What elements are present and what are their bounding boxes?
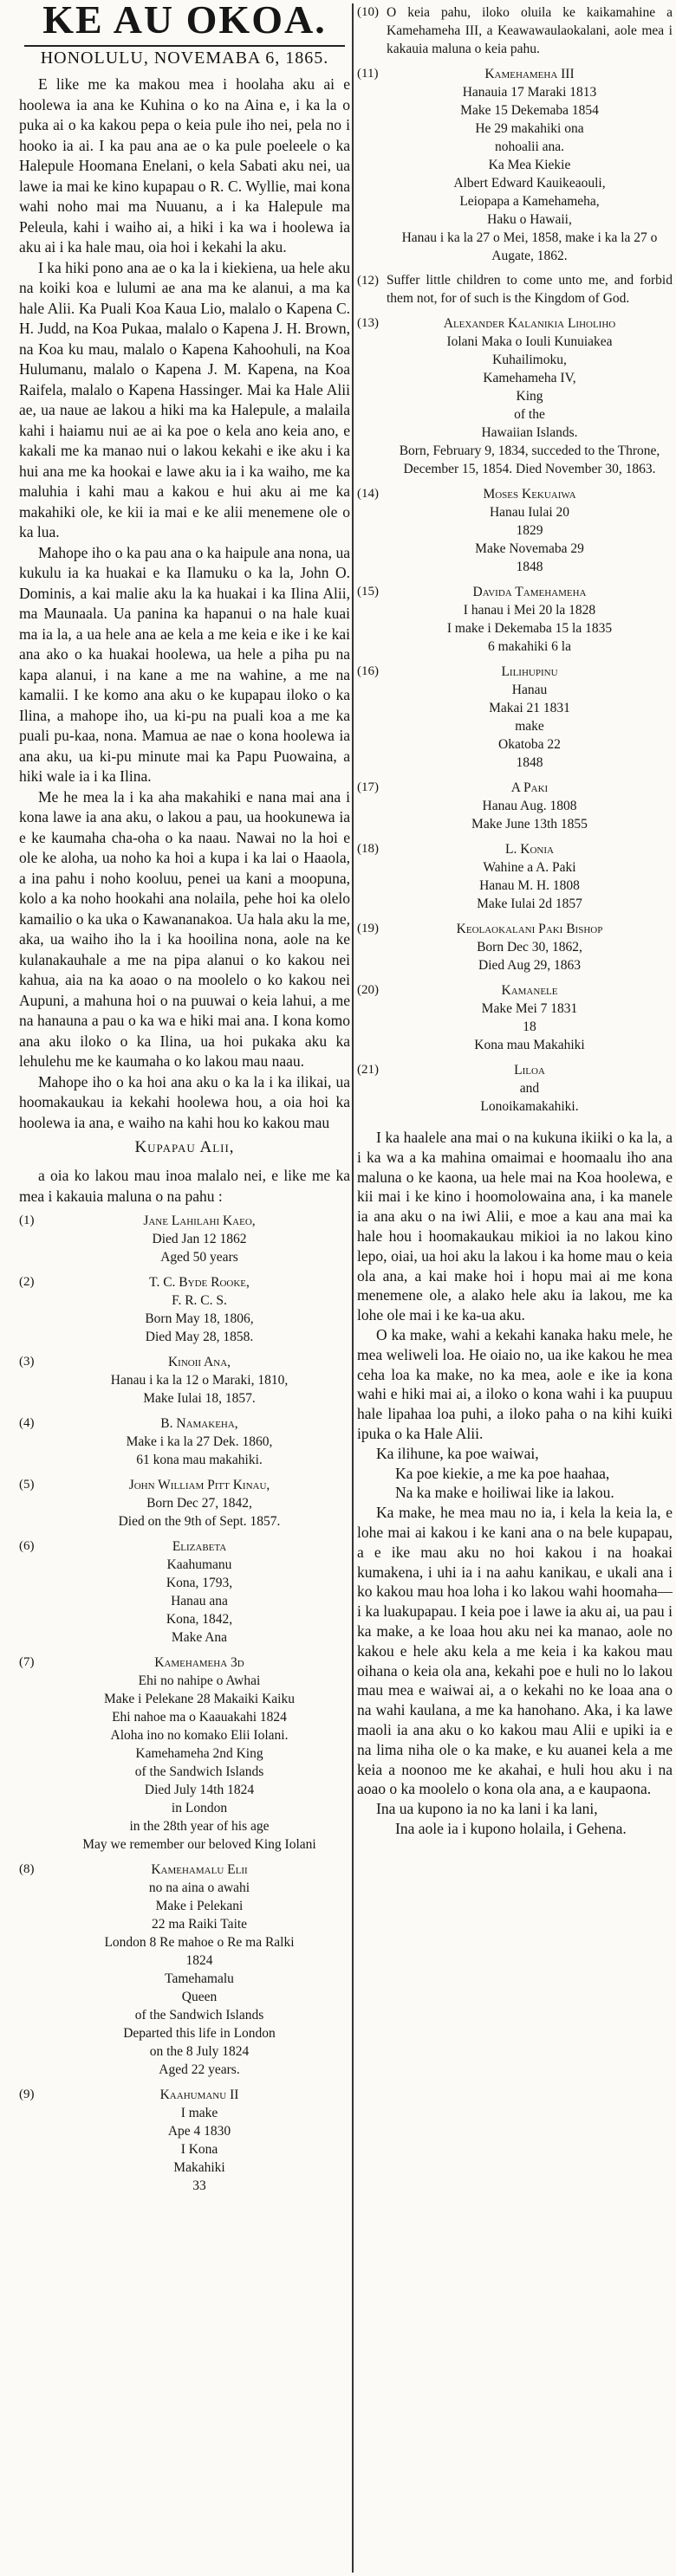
inscription-line: Tamehamalu xyxy=(165,1971,234,1986)
inscription-line: Makahiki xyxy=(173,2160,225,2175)
scripture-quote: Suffer little children to come unto me, and forbid them not, for of such is the Kingdom of God. xyxy=(387,273,673,306)
inscription-entry xyxy=(19,1861,350,2079)
closing-quote-line: Ina ua kupono ia no ka lani i ka lani, xyxy=(376,1800,598,1818)
inscription-line: Make Mei 7 1831 xyxy=(481,1001,578,1016)
entry-number: (3) xyxy=(19,1355,35,1369)
inscription-line: 6 makahiki 6 la xyxy=(488,639,571,654)
inscription-line: Kamehameha 3d xyxy=(154,1655,244,1670)
article-paragraph: Ka make, he mea mau no ia, i kela la keia la, e lohe mai ai kakou i ke kani ana o na bele kupapau, a e ike mau aku no hoi kakou i na hoakai kumakena, i uhi ia i na aahu kanikau, e ukali ana i ko kakou mau hoa loha i ko lakou wahi hoomaha—i ka luakupapau. I keia poe i lawe ia aku ai, ua pau i ka make, a ke loaa hou aku nei ka manao, aole no kakou e hele aku kela a me keia i ka kakou mau oihana o keia ola ana, kekahi poe e huli no lo lakou mau mea e waiwai ai, a o kekahi no ke loaa ana o na wahi kaulana, a me ka hanohano. Aka, i ka lawe maoli ia ana aku o ko kakou mau Alii e upiki ia e na lima niha ole o ka make, e ku auanei kela a me keia a noonoo me ke akahai, e huli hou aku i na aoao o ka moolelo o kona ola ana, a e kaupaona. xyxy=(357,1504,673,1798)
section-heading: Kupapau Alii, xyxy=(134,1138,235,1156)
inscription-line: I hanau i Mei 20 la 1828 xyxy=(463,603,596,618)
inscription-line: of the Sandwich Islands xyxy=(134,2008,264,2023)
right-column xyxy=(357,3,673,2573)
inscription-line: L. Konia xyxy=(505,842,554,857)
inscription-line: Born, February 9, 1834, succeded to the Throne, xyxy=(399,443,660,458)
inscription-line: Hanauia 17 Maraki 1813 xyxy=(462,85,597,100)
inscription-line: Kona mau Makahiki xyxy=(474,1038,585,1052)
inscription-line: 18 xyxy=(523,1019,536,1034)
entry-number: (4) xyxy=(19,1416,35,1430)
article-paragraph: Mahope iho o ka pau ana o ka haipule ana nona, ua kukulu ia ka huakai e ka Ilamuku o ka la, John O. Dominis, a kai malie aku la ka huakai i ka Ilina Alii, ma Maunaala. Ua panina ka hapanui o na hale kuai ma ia la, a ua hele ana ae kela a me keia e ike i ke kai ana ako o ka huakai hoolewa, ua hele a piha pu na kapa alanui, i na kane a me na wahine, a me na kamalii. I ke komo ana aku o ke kupapau iloko o ka Ilina, a mahope iho, ua ki-pu na puali koa a me ka puali pu-kaa, nona. Mamua ae nae o kona hoolewa ia ana aku, ua ki-pu minute mai ka Papu Puowaina, a hiki wale ia i ka Ilina. xyxy=(19,543,350,785)
inscription-line: of the xyxy=(514,407,545,422)
inscription-entry xyxy=(19,1273,350,1346)
left-column xyxy=(19,74,350,2573)
inscription-line: Hawaiian Islands. xyxy=(481,425,578,440)
inscription-line: Hanau ana xyxy=(171,1594,228,1608)
masthead-title: KE AU OKOA. xyxy=(24,0,345,47)
inscription-line: Makai 21 1831 xyxy=(489,701,570,715)
dateline: HONOLULU, NOVEMABA 6, 1865. xyxy=(40,49,329,68)
entry-text: O keia pahu, iloko oluila ke kaikamahine a Kamehameha III, a Keawawaulaokalani, aole mea i kakauia maluna o keia pahu. xyxy=(387,5,673,56)
entry-number: (15) xyxy=(357,585,379,599)
inscription-line: King xyxy=(516,389,543,404)
inscription-line: Born Dec 30, 1862, xyxy=(477,940,582,955)
inscription-line: nohoalii ana. xyxy=(494,139,565,154)
inscription-line: Died Aug 29, 1863 xyxy=(478,958,581,973)
inscription-line: Kamanele xyxy=(501,983,558,998)
inscription-line: Make Iulai 18, 1857. xyxy=(143,1391,256,1406)
inscription-line: and xyxy=(519,1081,540,1096)
entry-number: (17) xyxy=(357,780,379,794)
entry-number: (5) xyxy=(19,1478,35,1492)
inscription-line: Aged 22 years. xyxy=(159,2062,240,2077)
inscription-entry xyxy=(19,1537,350,1647)
inscription-line: Augate, 1862. xyxy=(491,249,568,263)
inscription-line: London 8 Re mahoe o Re ma Ralki xyxy=(104,1935,295,1950)
inscription-line: Kamehameha IV, xyxy=(483,371,576,385)
inscription-line: of the Sandwich Islands xyxy=(134,1764,264,1779)
article-paragraph: I ka haalele ana mai o na kukuna ikiiki o ka la, a i ka wa a ka mahina omaimai e hoomaalu iho ana maluna o ke kaona, ua hele mai na Koa hoolewa, e kii mai i ke kino i hoomolowaina ana, i ka manele ia ana aku o na iwi Alii, e moe a kau ana mai ka hale hou i hoomakaukau mikioi ia no lakou kino lepo, oiai, ua hoi aku la lakou i ka home mau o keia ola ana, a kai make hoi i hopu mai ai me kona menemene ole, a alako hele aku ia lakou, me ka lohe ole mai i ke ka-ua aku. xyxy=(357,1129,673,1324)
inscription-line: Haku o Hawaii, xyxy=(487,212,572,227)
inscription-line: F. R. C. S. xyxy=(172,1293,227,1308)
inscription-entry xyxy=(357,65,673,265)
entry-number: (20) xyxy=(357,983,379,997)
list-intro: a oia ko lakou mau inoa malalo nei, e like me ka mea i kakauia maluna o na pahu : xyxy=(19,1167,350,1205)
inscription-entry xyxy=(19,1476,350,1531)
entry-number: (21) xyxy=(357,1063,379,1077)
inscription-line: make xyxy=(515,719,544,734)
inscription-line: Kinoii Ana, xyxy=(167,1355,231,1369)
inscription-line: Ehi no nahipe o Awhai xyxy=(138,1673,261,1688)
inscription-line: no na aina o awahi xyxy=(148,1880,250,1895)
inscription-line: Albert Edward Kauikeaouli, xyxy=(453,176,606,191)
entry-number: (1) xyxy=(19,1214,35,1227)
inscription-line: I Kona xyxy=(180,2142,218,2157)
inscription-line: I make i Dekemaba 15 la 1835 xyxy=(446,621,613,636)
poem-line: Ka poe kiekie, a me ka poe haahaa, xyxy=(395,1464,610,1482)
inscription-line: He 29 makahiki ona xyxy=(475,121,584,136)
entry-number: (6) xyxy=(19,1539,35,1553)
inscription-line: 33 xyxy=(192,2178,206,2193)
inscription-line: Make 15 Dekemaba 1854 xyxy=(460,103,599,118)
inscription-line: Make i ka la 27 Dek. 1860, xyxy=(126,1434,273,1449)
entry-number: (19) xyxy=(357,922,379,935)
inscription-line: Make Novemaba 29 xyxy=(475,541,584,556)
inscription-line: Moses Kekuaiwa xyxy=(483,487,576,502)
inscription-line: Queen xyxy=(181,1990,218,2004)
inscription-entry xyxy=(357,920,673,974)
inscription-line: Ka Mea Kiekie xyxy=(488,158,571,172)
inscription-line: Make Iulai 2d 1857 xyxy=(477,896,582,911)
coffin-inscriptions-right-b xyxy=(357,314,673,1116)
inscription-line: Wahine a A. Paki xyxy=(483,860,576,875)
inscription-line: Hanau M. H. 1808 xyxy=(479,878,580,893)
inscription-entry xyxy=(357,3,673,58)
article-paragraph: E like me ka makou mea i hoolaha aku ai e hoolewa ia ana ke Kuhina o ko na Aina e, i ka la o puka ai o ka kakou pepa o keia pule iho nei, pela no i hooko ia ai. I ka pau ana ae o ka pule poeleele o ka Halepule Hoomana Enelani, o kela Sabati aku nei, ua lawe ia mai ke kino kupapau o R. C. Wyllie, mai kona wahi noho mai ma Nuuanu, a i ka Halepule ma Peleula, kahi i waiho ai, a hiki i ka wa i hoolewa ia aku ai i ka hale mau, oia hoi i kekahi la aku. xyxy=(19,75,350,256)
inscription-line: Leiopapa a Kamehameha, xyxy=(459,194,600,209)
inscription-entry xyxy=(357,981,673,1054)
inscription-line: 1824 xyxy=(185,1953,213,1968)
inscription-line: Ape 4 1830 xyxy=(167,2124,231,2139)
inscription-line: Make i Pelekane 28 Makaiki Kaiku xyxy=(104,1692,295,1706)
inscription-line: Make i Pelekani xyxy=(155,1899,244,1913)
inscription-line: Born May 18, 1806, xyxy=(145,1311,254,1326)
entry-number: (7) xyxy=(19,1655,35,1669)
inscription-line: Kona, 1842, xyxy=(166,1612,233,1627)
inscription-entry xyxy=(19,1654,350,1854)
inscription-line: Kona, 1793, xyxy=(166,1576,233,1590)
article-paragraph: Me he mea la i ka aha makahiki e nana mai ana i kona lawe ia ana aku, o lakou a pau, ua hookunewa ia e ke kaumaha cha-oha o ka naau. Nawai no la hoi e ole ke aloha, ua noho ka hoi a kupa i ka lai o Haaola, a ina pahu i noho kooluu, penei ua kani a moopuna, kolo a ka noho hookahi ana nolaila, pehe hoi ka olelo kamailio o ka uka o Kawananakoa. Ua hala aku la me, aka, ua waiho iho la i ka hooilina nona, aole na ke kulanakauhale a me na pipa alanui o ko kakou nei kahua, aia na ka aoao o na moolelo o ko kakou nei Aupuni, a mahuna hoi o na puuwai o keia lahui, a me na hanauna a pau o ka wa e hiki mai ana. I kona komo ana aku iloko o ka Ilina, ua hoi pukaka aku ka lehulehu me ke kaumaha o ko lakou mau naau. xyxy=(19,787,350,1070)
inscription-line: Alexander Kalanikia Liholiho xyxy=(443,316,616,331)
article-paragraph: O ka make, wahi a kekahi kanaka haku mele, he mea weliweli loa. He oiaio no, ua ike kakou he mea ceha loa ka make, no ka mea, aole e ike ia kona wahi e hiki mai ai, a iloko o kona wahi i ka puupuu hale lipahaa loa puhi, a iloko paha o na kihi kuiki ipuka o ka Hale Alii. xyxy=(357,1325,673,1442)
inscription-line: Kuhailimoku, xyxy=(492,353,567,367)
inscription-line: B. Namakeha, xyxy=(160,1416,238,1431)
coffin-inscriptions-left xyxy=(19,1212,350,2195)
entry-number: (2) xyxy=(19,1275,35,1289)
entry-number: (16) xyxy=(357,664,379,678)
inscription-line: Kamehameha 2nd King xyxy=(135,1746,263,1761)
inscription-line: in London xyxy=(171,1801,228,1815)
inscription-line: Born Dec 27, 1842, xyxy=(146,1496,252,1511)
entry-number: (9) xyxy=(19,2087,35,2101)
inscription-entry xyxy=(19,1414,350,1469)
inscription-line: Died May 28, 1858. xyxy=(145,1330,254,1344)
entry-number: (18) xyxy=(357,842,379,856)
inscription-entry xyxy=(357,314,673,478)
inscription-entry xyxy=(357,779,673,833)
poem-line: Ka ilihune, ka poe waiwai, xyxy=(376,1444,539,1462)
inscription-line: Kaahumanu II xyxy=(159,2087,239,2102)
inscription-line: Okatoba 22 xyxy=(498,737,561,752)
inscription-entry xyxy=(19,1353,350,1408)
inscription-line: Make June 13th 1855 xyxy=(471,817,588,832)
inscription-entry xyxy=(357,840,673,913)
entry-number: (8) xyxy=(19,1862,35,1876)
inscription-line: Lonoikamakahiki. xyxy=(480,1099,579,1114)
inscription-line: Kamehameha III xyxy=(484,67,575,81)
inscription-line: Aloha ino no komako Elii Iolani. xyxy=(110,1728,289,1743)
inscription-line: Died on the 9th of Sept. 1857. xyxy=(118,1514,281,1529)
inscription-line: Hanau Aug. 1808 xyxy=(482,799,577,813)
inscription-line: Aged 50 years xyxy=(160,1250,238,1265)
inscription-line: I make xyxy=(180,2106,218,2120)
inscription-line: 61 kona mau makahiki. xyxy=(136,1453,263,1467)
inscription-line: on the 8 July 1824 xyxy=(149,2044,250,2059)
inscription-entry xyxy=(357,583,673,656)
entry-number: (13) xyxy=(357,316,379,330)
inscription-line: Ehi nahoe ma o Kaauakahi 1824 xyxy=(112,1710,287,1725)
article-paragraph: I ka hiki pono ana ae o ka la i kiekiena, ua hele aku na koiki koa e lulumi ae ana ma ke alanui, a ma ka hale Alii. Ka Puali Koa Kaua Lio, malalo o Kapena C. H. Judd, na Koa Pukaa, malalo o Kapena J. H. Brown, na Koa ku mau, malalo o Kapena Kahoohuli, na Koa Hulumanu, malalo o Kapena J. M. Kapena, na Koa Raifela, malalo o Kapena Hassinger. Mai ka Hale Alii ae, ua naue ae lakou a hiki ma ka Halepule, a malaila kahi i haiamu nui ae ai ka poe o kela ano keia ano, e kakali me ka manao nui o lakou kekahi e ike aku i ka hui ana me ka hookai e lawe aku ia i ka waiho, me ka maluhia i kahi mau a kakou e hui aku ai me ka makahiki ole, ke kii ia mai e ke alii menemene ole o ka lua. xyxy=(19,258,350,540)
inscription-entry xyxy=(19,2086,350,2195)
inscription-line: Died July 14th 1824 xyxy=(144,1783,255,1797)
inscription-line: Keolaokalani Paki Bishop xyxy=(456,922,603,936)
entry-number: (12) xyxy=(357,274,379,288)
poem-line: Na ka make e hoiliwai like ia lakou. xyxy=(395,1484,614,1502)
inscription-line: T. C. Byde Rooke, xyxy=(149,1275,250,1290)
inscription-line: Davida Tamehameha xyxy=(472,585,587,599)
entry-number: (10) xyxy=(357,5,379,19)
inscription-line: John William Pitt Kinau, xyxy=(128,1478,270,1492)
entry-number: (11) xyxy=(357,67,379,81)
inscription-entry xyxy=(357,1061,673,1116)
inscription-line: Hanau i ka la 27 o Mei, 1858, make i ka la 27 o xyxy=(401,230,658,245)
article-paragraph: Mahope iho o ka hoi ana aku o ka la i ka ilikai, ua hoomakaukau ia kekahi hoolewa hou, a oia hoi ka hoolewa ia ana, e waiho na kahi hou ko kakou mau xyxy=(19,1072,350,1131)
inscription-line: Kamehamalu Elii xyxy=(151,1862,248,1877)
column-divider xyxy=(352,3,354,2573)
inscription-line: Hanau xyxy=(511,683,548,697)
inscription-line: Elizabeta xyxy=(172,1539,227,1554)
inscription-line: 1848 xyxy=(516,560,543,574)
inscription-line: May we remember our beloved King Iolani xyxy=(82,1837,316,1852)
inscription-line: 1829 xyxy=(516,523,543,538)
inscription-entry xyxy=(357,485,673,576)
inscription-line: Departed this life in London xyxy=(123,2026,276,2041)
inscription-line: Jane Lahilahi Kaeo, xyxy=(143,1214,256,1228)
inscription-line: Died Jan 12 1862 xyxy=(152,1232,247,1246)
entry-number: (14) xyxy=(357,487,379,501)
inscription-line: 22 ma Raiki Taite xyxy=(151,1917,248,1932)
inscription-entry xyxy=(19,1212,350,1266)
inscription-line: Make Ana xyxy=(171,1630,228,1645)
inscription-line: Iolani Maka o Iouli Kunuiakea xyxy=(446,334,613,349)
inscription-line: 1848 xyxy=(516,755,543,770)
inscription-line: Kaahumanu xyxy=(166,1557,232,1572)
inscription-line: A Paki xyxy=(510,780,549,795)
inscription-line: in the 28th year of his age xyxy=(129,1819,270,1834)
inscription-line: Lilihupinu xyxy=(501,664,558,679)
inscription-line: Hanau i ka la 12 o Maraki, 1810, xyxy=(110,1373,289,1388)
inscription-entry xyxy=(357,663,673,772)
inscription-line: December 15, 1854. Died November 30, 1863. xyxy=(403,462,656,476)
inscription-line: Hanau Iulai 20 xyxy=(489,505,570,520)
inscription-line: Liloa xyxy=(514,1063,545,1078)
coffin-inscriptions-right-a xyxy=(357,3,673,288)
closing-quote-line: Ina aole ia i kupono holaila, i Gehena. xyxy=(395,1819,627,1837)
